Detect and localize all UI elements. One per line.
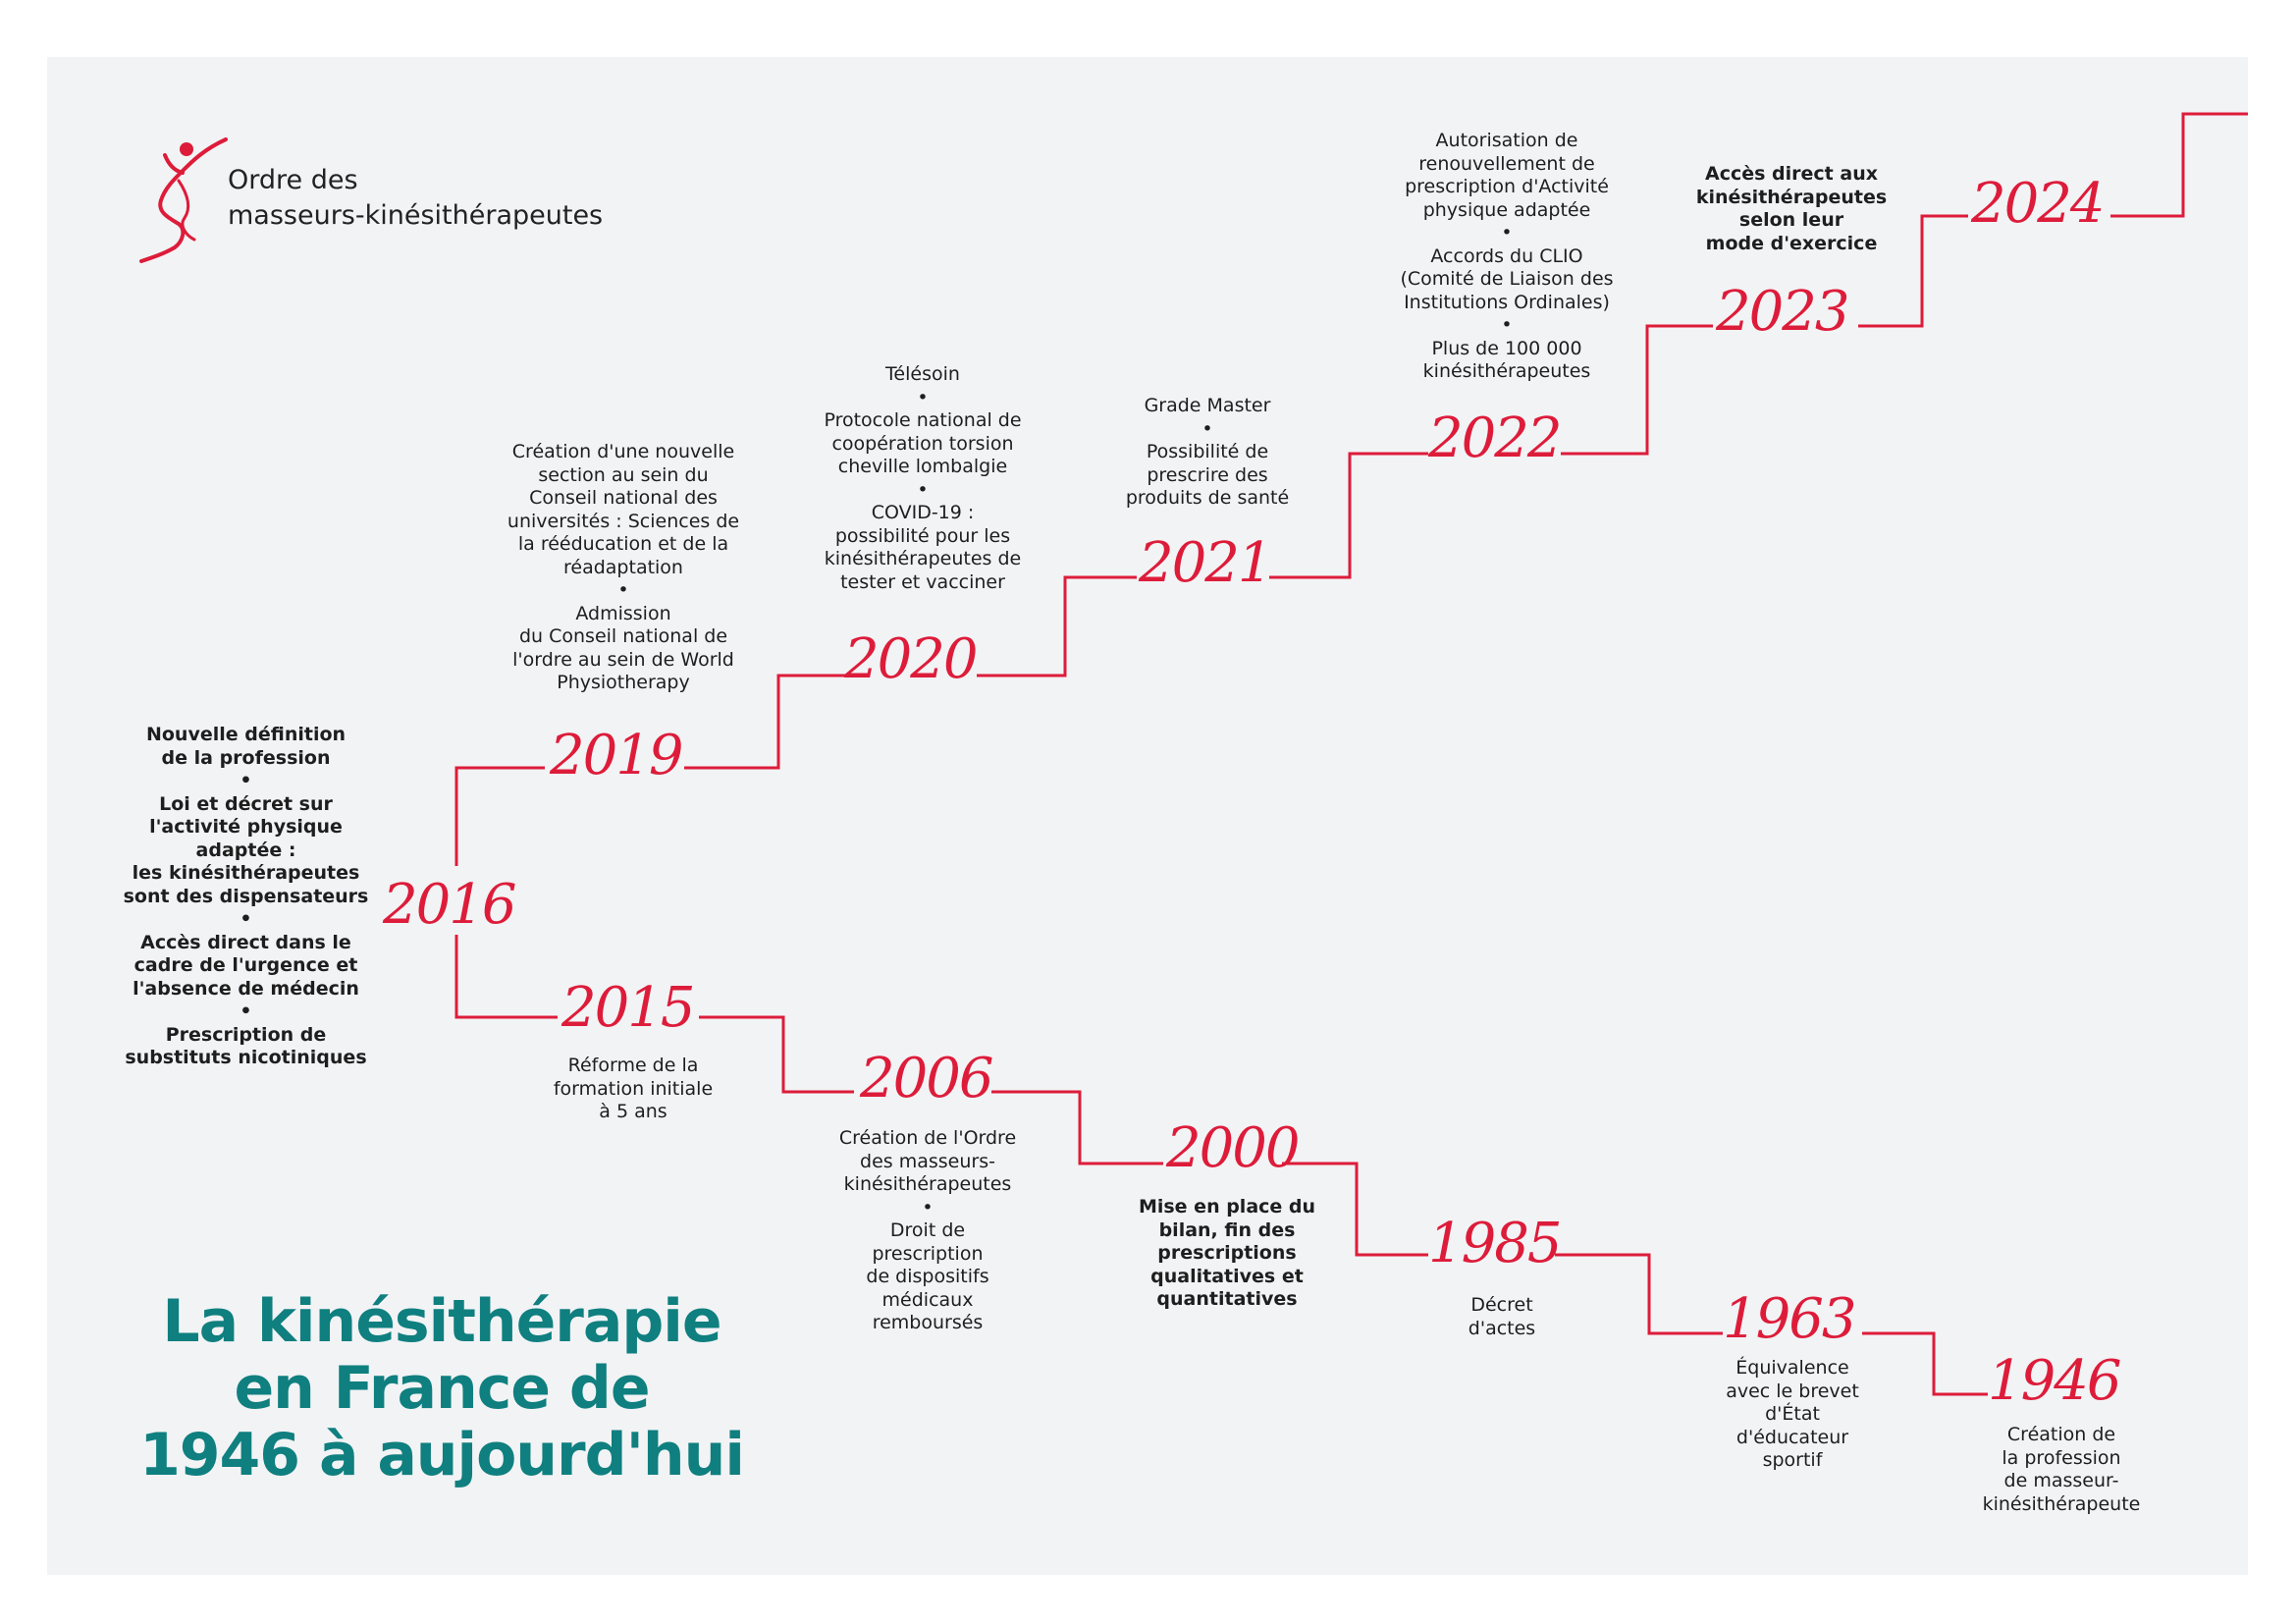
event-item (1694, 1357, 1891, 1473)
event-text-2023 (1669, 163, 1914, 255)
event-item-line: Nouvelle définition (145, 724, 347, 745)
year-label-2016: 2016 (383, 873, 515, 937)
event-text-1946 (1944, 1424, 2179, 1516)
event-item-line: Physiotherapy (557, 672, 690, 693)
year-label-2000: 2000 (1166, 1116, 1299, 1180)
title-line2: en France de (234, 1354, 650, 1423)
event-item-line: Décret (1470, 1294, 1533, 1316)
event-item-line: bilan, fin des (1158, 1218, 1296, 1241)
event-item-line: Institutions Ordinales) (1404, 291, 1610, 313)
event-item (116, 724, 376, 770)
event-item-line: d'éducateur (1735, 1426, 1849, 1448)
brand-name (228, 163, 603, 234)
bullet-separator: • (240, 908, 252, 930)
event-item-line: tester et vacciner (840, 570, 1005, 593)
event-item-line: possibilité pour les (834, 524, 1011, 547)
year-label-2020: 2020 (844, 627, 977, 691)
event-item-line: la rééducation et de la (517, 533, 729, 555)
event-item-line: Autorisation de (1435, 130, 1578, 151)
event-item-line: (Comité de Liaison des (1400, 268, 1614, 290)
event-item-line: prescriptions (1157, 1242, 1297, 1264)
bullet-separator: • (1501, 314, 1513, 336)
bullet-separator: • (1501, 222, 1513, 244)
event-item-line: produits de santé (1125, 487, 1290, 509)
event-item-line: formation initiale (553, 1077, 714, 1100)
event-item (116, 1024, 376, 1070)
brand-name-line1: Ordre des (228, 165, 358, 195)
event-item (486, 603, 761, 695)
event-item-line: Télésoin (885, 363, 960, 385)
event-item (795, 363, 1050, 387)
event-item (815, 1219, 1041, 1335)
event-item-line: Équivalence (1735, 1357, 1849, 1379)
event-item-line: Possibilité de (1146, 441, 1269, 462)
page-title (137, 1288, 746, 1489)
event-item-line: renouvellement de (1418, 152, 1595, 175)
bullet-separator: • (240, 1001, 252, 1022)
event-text-2016 (116, 724, 376, 1070)
event-item-line: de masseur- (2003, 1470, 2119, 1491)
event-item-line: médicaux (881, 1288, 974, 1311)
bullet-separator: • (917, 386, 929, 408)
event-item-line: coopération torsion (831, 432, 1014, 455)
event-item (1369, 245, 1644, 315)
bullet-separator: • (1201, 417, 1213, 440)
event-item-line: kinésithérapeute (1982, 1492, 2141, 1515)
event-item (815, 1127, 1041, 1197)
event-item-line: mode d'exercice (1705, 232, 1878, 254)
event-item-line: adaptée : (195, 839, 296, 861)
event-item-line: Grade Master (1144, 395, 1271, 416)
event-item (486, 441, 761, 579)
event-item-line: Accès direct aux (1705, 163, 1878, 185)
event-item-line: substituts nicotiniques (125, 1047, 367, 1068)
event-item-line: Droit de (889, 1219, 966, 1241)
event-item-line: Mise en place du (1138, 1196, 1316, 1218)
event-item (1090, 441, 1325, 511)
event-item-line: sportif (1762, 1449, 1823, 1471)
bullet-separator: • (922, 1196, 934, 1218)
year-label-2023: 2023 (1716, 280, 1848, 344)
event-item-line: kinésithérapeutes de (824, 548, 1022, 569)
year-label-1963: 1963 (1723, 1287, 1855, 1351)
event-text-2022 (1369, 130, 1644, 384)
event-item-line: l'ordre au sein de World (512, 648, 734, 671)
event-text-2000 (1109, 1196, 1345, 1312)
event-item-line: avec le brevet (1726, 1380, 1859, 1402)
event-item-line: l'activité physique (149, 816, 343, 838)
bullet-separator: • (240, 770, 252, 791)
event-item-line: kinésithérapeutes (1695, 186, 1888, 208)
event-item-line: cadre de l'urgence et (133, 954, 358, 976)
event-item-line: des masseurs- (860, 1150, 995, 1172)
year-label-2022: 2022 (1428, 406, 1561, 470)
event-item-line: Accès direct dans le (140, 931, 351, 953)
event-item-line: prescription (872, 1242, 984, 1265)
event-item (520, 1055, 746, 1124)
event-item-line: COVID-19 : (871, 502, 975, 523)
event-item (116, 932, 376, 1001)
event-item-line: Réforme de la (567, 1055, 699, 1076)
event-item (1090, 395, 1325, 418)
year-label-2019: 2019 (550, 724, 682, 787)
title-line3: 1946 à aujourd'hui (139, 1421, 744, 1489)
event-item-line: l'absence de médecin (133, 977, 359, 1000)
event-item-line: d'État (1765, 1403, 1820, 1425)
event-item-line: Plus de 100 000 (1431, 337, 1582, 359)
event-item-line: de dispositifs (866, 1266, 989, 1287)
event-item-line: Création d'une nouvelle (511, 441, 735, 462)
event-text-1985 (1404, 1294, 1600, 1340)
event-item-line: prescrire des (1147, 463, 1268, 486)
event-item-line: la profession (2002, 1446, 2121, 1469)
event-item-line: les kinésithérapeutes (132, 862, 360, 884)
event-item-line: d'actes (1468, 1317, 1536, 1339)
bullet-separator: • (617, 579, 629, 601)
event-text-2015 (520, 1055, 746, 1124)
event-item-line: section au sein du (538, 463, 709, 486)
event-item-line: remboursés (872, 1312, 984, 1333)
event-item-line: Prescription de (165, 1023, 327, 1046)
event-item-line: Protocole national de (824, 409, 1022, 431)
event-text-2019 (486, 441, 761, 695)
event-text-1963 (1694, 1357, 1891, 1473)
event-item-line: quantitatives (1156, 1288, 1298, 1310)
event-text-2020 (795, 363, 1050, 594)
event-item-line: à 5 ans (599, 1101, 667, 1122)
event-item-line: de la profession (161, 746, 331, 769)
brand-name-line2: masseurs-kinésithérapeutes (228, 200, 604, 231)
event-item-line: Accords du CLIO (1430, 244, 1583, 267)
event-item (1109, 1196, 1345, 1312)
year-label-1985: 1985 (1428, 1212, 1561, 1275)
title-line1: La kinésithérapie (162, 1287, 721, 1356)
year-label-2015: 2015 (561, 976, 694, 1040)
event-item (795, 409, 1050, 479)
event-item (1944, 1424, 2179, 1516)
event-text-2006 (815, 1127, 1041, 1335)
event-item-line: prescription d'Activité (1405, 176, 1609, 197)
event-item-line: Admission (575, 602, 671, 624)
event-item-line: Création de (2006, 1424, 2116, 1445)
event-item-line: Création de l'Ordre (838, 1127, 1017, 1149)
dancer-figure-icon (135, 135, 230, 263)
year-label-2021: 2021 (1139, 531, 1271, 595)
year-label-1946: 1946 (1988, 1349, 2120, 1413)
event-item (1404, 1294, 1600, 1340)
event-item-line: kinésithérapeutes (843, 1173, 1012, 1195)
event-item (795, 502, 1050, 594)
event-item-line: physique adaptée (1422, 198, 1591, 221)
bullet-separator: • (917, 478, 929, 501)
event-item (116, 793, 376, 909)
year-label-2024: 2024 (1971, 172, 2104, 236)
event-item-line: qualitatives et (1150, 1265, 1304, 1287)
event-item-line: selon leur (1738, 209, 1844, 231)
event-item (1369, 130, 1644, 222)
event-item-line: universités : Sciences de (507, 510, 740, 532)
event-item-line: réadaptation (563, 556, 683, 578)
event-item-line: sont des dispensateurs (123, 885, 369, 907)
event-item-line: cheville lombalgie (837, 456, 1008, 477)
year-label-2006: 2006 (860, 1047, 992, 1110)
event-item-line: kinésithérapeutes (1422, 360, 1591, 382)
event-item-line: du Conseil national de (518, 625, 728, 647)
event-item-line: Loi et décret sur (159, 792, 333, 815)
event-item (1369, 338, 1644, 384)
event-item (1669, 163, 1914, 255)
event-text-2021 (1090, 395, 1325, 511)
event-item-line: Conseil national des (529, 487, 718, 509)
